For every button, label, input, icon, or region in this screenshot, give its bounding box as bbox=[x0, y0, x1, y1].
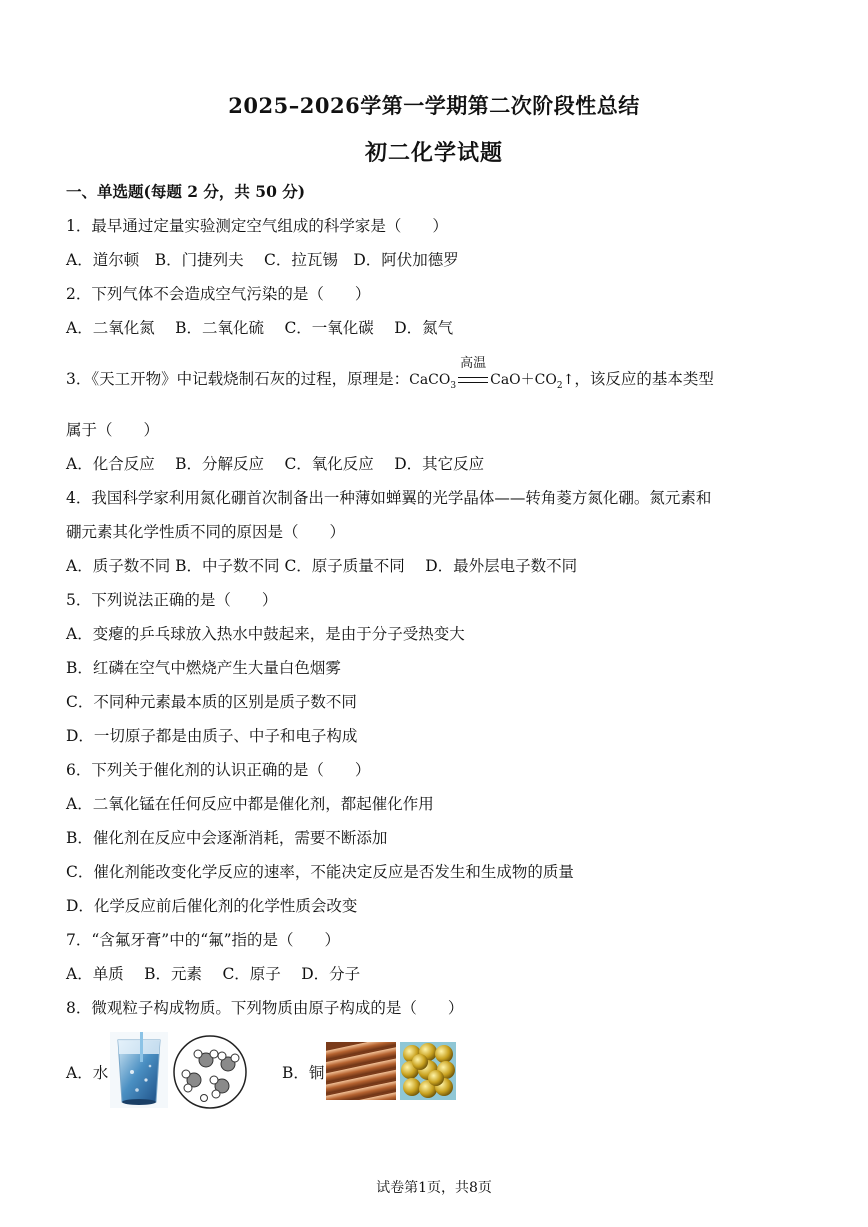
q6-option-a: A．二氧化锰在任何反应中都是催化剂，都起催化作用 bbox=[66, 795, 434, 813]
eq-reactant-sub: 3 bbox=[450, 380, 457, 391]
q8-option-a-label: A．水 bbox=[66, 1064, 109, 1082]
water-molecule-model bbox=[172, 1034, 248, 1110]
q5-option-b: B．红磷在空气中燃烧产生大量白色烟雾 bbox=[66, 659, 341, 677]
water-glass-image bbox=[110, 1032, 168, 1108]
q2-options: A．二氧化氮 B．二氧化硫 C．一氧化碳 D．氮气 bbox=[66, 319, 454, 337]
q5-stem: 5．下列说法正确的是（ ） bbox=[66, 591, 278, 609]
q6-option-d: D．化学反应前后催化剂的化学性质会改变 bbox=[66, 897, 358, 915]
q3-stem-cont: 属于（ ） bbox=[66, 421, 160, 439]
q4-stem-line1: 4．我国科学家利用氮化硼首次制备出一种薄如蝉翼的光学晶体——转角菱方氮化硼。氮元素和 bbox=[66, 489, 712, 507]
eq-reactant: CaCO bbox=[409, 372, 451, 388]
copper-pipes-image bbox=[326, 1042, 396, 1100]
eq-double-bar bbox=[458, 377, 488, 383]
q8-stem: 8．微观粒子构成物质。下列物质由原子构成的是（ ） bbox=[66, 999, 464, 1017]
q8-option-b-label: B．铜 bbox=[282, 1064, 325, 1082]
q3-stem bbox=[66, 356, 714, 397]
q2-stem: 2．下列气体不会造成空气污染的是（ ） bbox=[66, 285, 371, 303]
q7-options: A．单质 B．元素 C．原子 D．分子 bbox=[66, 965, 361, 983]
q1-stem: 1．最早通过定量实验测定空气组成的科学家是（ ） bbox=[66, 217, 448, 235]
eq-product: CaO＋CO bbox=[490, 372, 557, 388]
q7-stem: 7．“含氟牙膏”中的“氟”指的是（ ） bbox=[66, 931, 341, 949]
q5-option-d: D．一切原子都是由质子、中子和电子构成 bbox=[66, 727, 358, 745]
q3-stem-post: ，该反应的基本类型 bbox=[574, 370, 714, 388]
copper-atom-model bbox=[400, 1042, 456, 1100]
q3-equation bbox=[409, 356, 575, 391]
section-heading: 一、单选题(每题 2 分，共 50 分) bbox=[66, 182, 306, 201]
eq-condition bbox=[458, 356, 488, 391]
exam-subtitle: 初二化学试题 bbox=[364, 140, 503, 166]
q1-options: A．道尔顿 B．门捷列夫 C．拉瓦锡 D．阿伏加德罗 bbox=[66, 251, 459, 269]
q3-options: A．化合反应 B．分解反应 C．氧化反应 D．其它反应 bbox=[66, 455, 485, 473]
q6-stem: 6．下列关于催化剂的认识正确的是（ ） bbox=[66, 761, 371, 779]
page-footer: 试卷第1页，共8页 bbox=[376, 1180, 492, 1196]
eq-gas-arrow: ↑ bbox=[562, 372, 575, 388]
eq-product-sub: 2 bbox=[556, 380, 563, 391]
q4-options: A．质子数不同 B．中子数不同 C．原子质量不同 D．最外层电子数不同 bbox=[66, 557, 578, 575]
q4-stem-line2: 硼元素其化学性质不同的原因是（ ） bbox=[66, 523, 346, 541]
exam-title: 2025–2026学第一学期第二次阶段性总结 bbox=[228, 93, 640, 118]
q6-option-c: C．催化剂能改变化学反应的速率，不能决定反应是否发生和生成物的质量 bbox=[66, 863, 574, 881]
eq-condition-text: 高温 bbox=[460, 356, 487, 371]
q6-option-b: B．催化剂在反应中会逐渐消耗，需要不断添加 bbox=[66, 829, 388, 847]
q5-option-a: A．变瘪的乒乓球放入热水中鼓起来，是由于分子受热变大 bbox=[66, 625, 465, 643]
q5-option-c: C．不同种元素最本质的区别是质子数不同 bbox=[66, 693, 357, 711]
q3-stem-pre: 3．《天工开物》中记载烧制石灰的过程，原理是： bbox=[66, 370, 410, 388]
